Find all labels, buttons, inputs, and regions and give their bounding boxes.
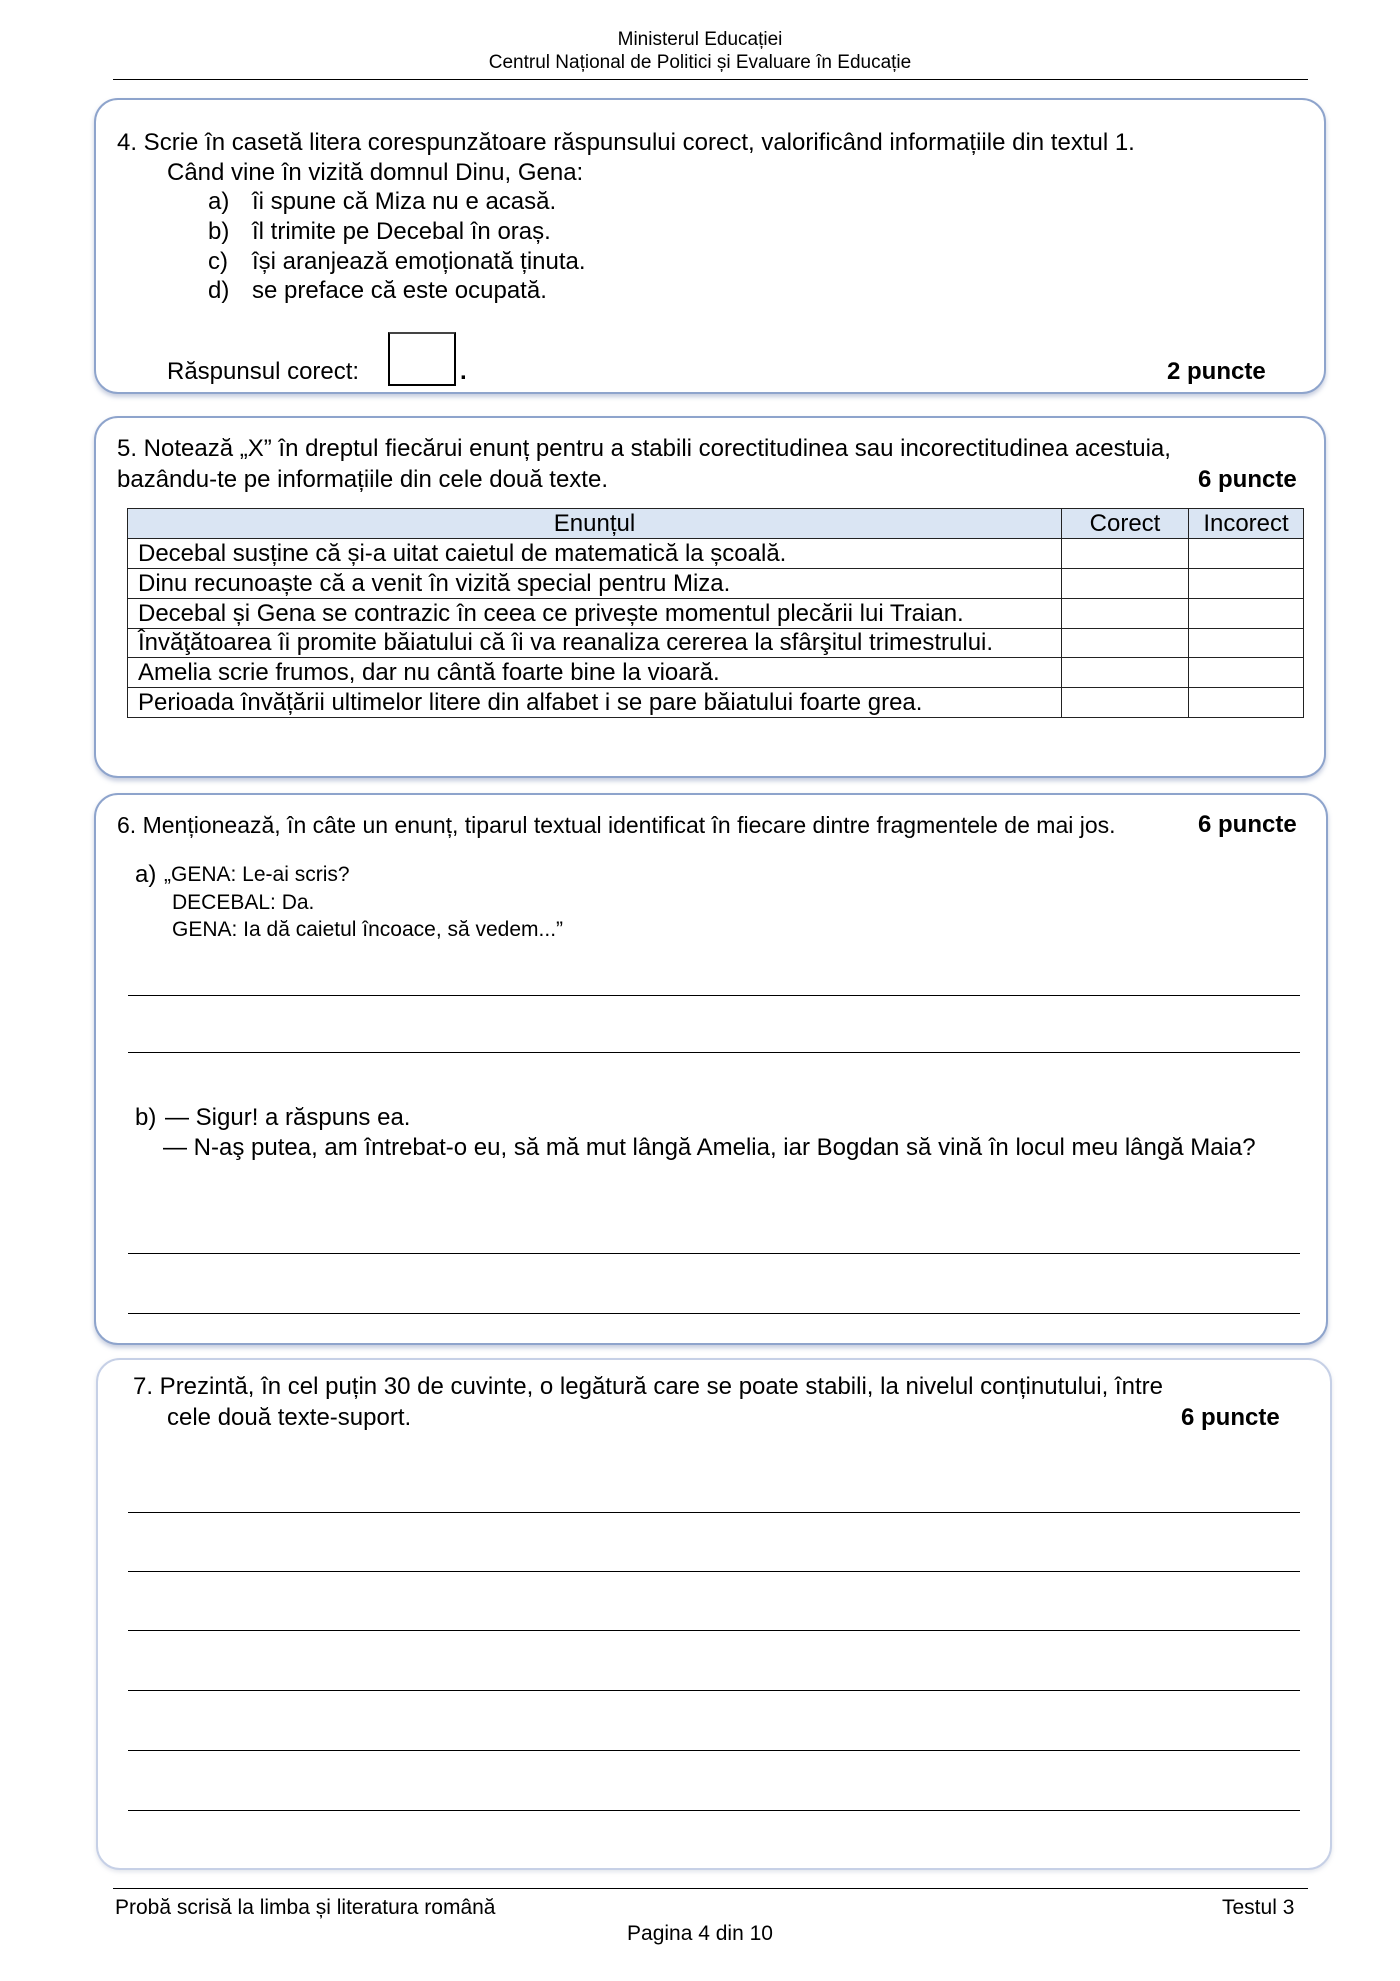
q5-statement: Decebal și Gena se contrazic în ceea ce privește momentul plecării lui Traian.: [128, 599, 1062, 629]
q4-answer-dot: .: [460, 358, 467, 385]
q4-option-b: îl trimite pe Decebal în oraș.: [252, 218, 551, 245]
q7-answer-line-1[interactable]: [128, 1512, 1300, 1513]
q6-a-label: a): [135, 861, 157, 888]
q6-b-label: b): [135, 1104, 157, 1131]
q7-answer-line-3[interactable]: [128, 1630, 1300, 1631]
q5-correct-cell[interactable]: [1062, 539, 1189, 569]
q5-correct-cell[interactable]: [1062, 658, 1189, 688]
q5-incorrect-cell[interactable]: [1189, 569, 1304, 599]
q5-stem-line2: bazându-te pe informațiile din cele două texte.: [117, 466, 608, 493]
table-row: [128, 569, 1304, 599]
footer-exam-name: Probă scrisă la limba și literatura română: [115, 1896, 496, 1919]
q6-a-line2: DECEBAL: Da.: [172, 891, 315, 914]
q5-table: [127, 508, 1304, 718]
q6-a-answer-line-1[interactable]: [128, 995, 1300, 996]
table-row: [128, 658, 1304, 688]
question-7-box: [96, 1358, 1332, 1870]
q7-answer-line-6[interactable]: [128, 1810, 1300, 1811]
q5-statement: Decebal susține că și-a uitat caietul de matematică la școală.: [128, 539, 1062, 569]
q6-b-answer-line-2[interactable]: [128, 1313, 1300, 1314]
footer-page-number: Pagina 4 din 10: [627, 1922, 773, 1945]
q5-header-statement: Enunțul: [128, 509, 1062, 539]
q7-stem-line2: cele două texte-suport.: [167, 1404, 412, 1431]
q4-stem: 4. Scrie în casetă litera corespunzătoare răspunsului corect, valorificând informațiile din textul 1.: [117, 129, 1135, 156]
q5-incorrect-cell[interactable]: [1189, 539, 1304, 569]
q5-stem-line1: 5. Notează „X” în dreptul fiecărui enunț pentru a stabili corectitudinea sau incorectitudinea acestuia,: [117, 435, 1171, 462]
q4-points: 2 puncte: [1167, 358, 1266, 385]
q7-stem-line1: 7. Prezintă, în cel puțin 30 de cuvinte, o legătură care se poate stabili, la nivelul conținutului, între: [133, 1373, 1163, 1400]
q6-b-answer-line-1[interactable]: [128, 1253, 1300, 1254]
q4-option-c: își aranjează emoționată ținuta.: [252, 248, 586, 275]
q6-a-answer-line-2[interactable]: [128, 1052, 1300, 1053]
q5-incorrect-cell[interactable]: [1189, 658, 1304, 688]
q5-correct-cell[interactable]: [1062, 569, 1189, 599]
q6-a-line3: GENA: Ia dă caietul încoace, să vedem...”: [172, 918, 564, 941]
header-ministry: Ministerul Educației: [617, 29, 783, 50]
q5-statement: Amelia scrie frumos, dar nu cântă foarte bine la vioară.: [128, 658, 1062, 688]
q6-points: 6 puncte: [1198, 811, 1297, 838]
q4-answer-label: Răspunsul corect:: [167, 358, 360, 385]
q7-answer-line-4[interactable]: [128, 1690, 1300, 1691]
q5-statement: [128, 629, 1062, 658]
q5-correct-cell[interactable]: [1062, 599, 1189, 629]
header-rule: [113, 79, 1308, 80]
footer-rule: [113, 1888, 1308, 1889]
table-row: [128, 539, 1304, 569]
q4-option-a: îi spune că Miza nu e acasă.: [252, 188, 557, 215]
q4-option-c-letter: c): [208, 248, 228, 275]
q5-statement: Perioada învățării ultimelor litere din alfabet i se pare băiatului foarte grea.: [128, 688, 1062, 718]
q5-incorrect-cell[interactable]: [1189, 629, 1304, 658]
q5-header-incorrect: Incorect: [1189, 509, 1304, 539]
q4-option-b-letter: b): [208, 218, 230, 245]
q4-option-a-letter: a): [208, 188, 230, 215]
q5-header-correct: Corect: [1062, 509, 1189, 539]
q6-b-line2: — N-aş putea, am întrebat-o eu, să mă mut lângă Amelia, iar Bogdan să vină în locul meu lângă Maia?: [163, 1134, 1256, 1161]
q6-stem: 6. Menționează, în câte un enunț, tiparul textual identificat în fiecare dintre fragmentele de mai jos.: [117, 812, 1116, 838]
q4-option-d-letter: d): [208, 277, 230, 304]
q7-answer-line-5[interactable]: [128, 1750, 1300, 1751]
q5-table-header: [128, 509, 1304, 539]
q7-answer-line-2[interactable]: [128, 1571, 1300, 1572]
table-row: [128, 599, 1304, 629]
q6-b-line1: — Sigur! a răspuns ea.: [165, 1104, 411, 1131]
q4-option-d: se preface că este ocupată.: [252, 277, 547, 304]
table-row: [128, 629, 1304, 658]
q5-correct-cell[interactable]: [1062, 688, 1189, 718]
q5-statement-text: Învăţătoarea îi promite băiatului că îi va reanaliza cererea la sfârşitul trimestrului.: [138, 629, 994, 656]
q6-a-line1: „GENA: Le-ai scris?: [164, 863, 350, 886]
footer-test-number: Testul 3: [1222, 1896, 1295, 1919]
header-center: Centrul Național de Politici și Evaluare în Educație: [488, 52, 912, 73]
q5-incorrect-cell[interactable]: [1189, 599, 1304, 629]
q5-correct-cell[interactable]: [1062, 629, 1189, 658]
q4-answer-box[interactable]: [388, 332, 456, 386]
q4-question: Când vine în vizită domnul Dinu, Gena:: [167, 159, 584, 186]
table-row: [128, 688, 1304, 718]
q5-incorrect-cell[interactable]: [1189, 688, 1304, 718]
q7-points: 6 puncte: [1181, 1404, 1280, 1431]
q5-points: 6 puncte: [1198, 466, 1297, 493]
q5-statement: Dinu recunoaște că a venit în vizită special pentru Miza.: [128, 569, 1062, 599]
